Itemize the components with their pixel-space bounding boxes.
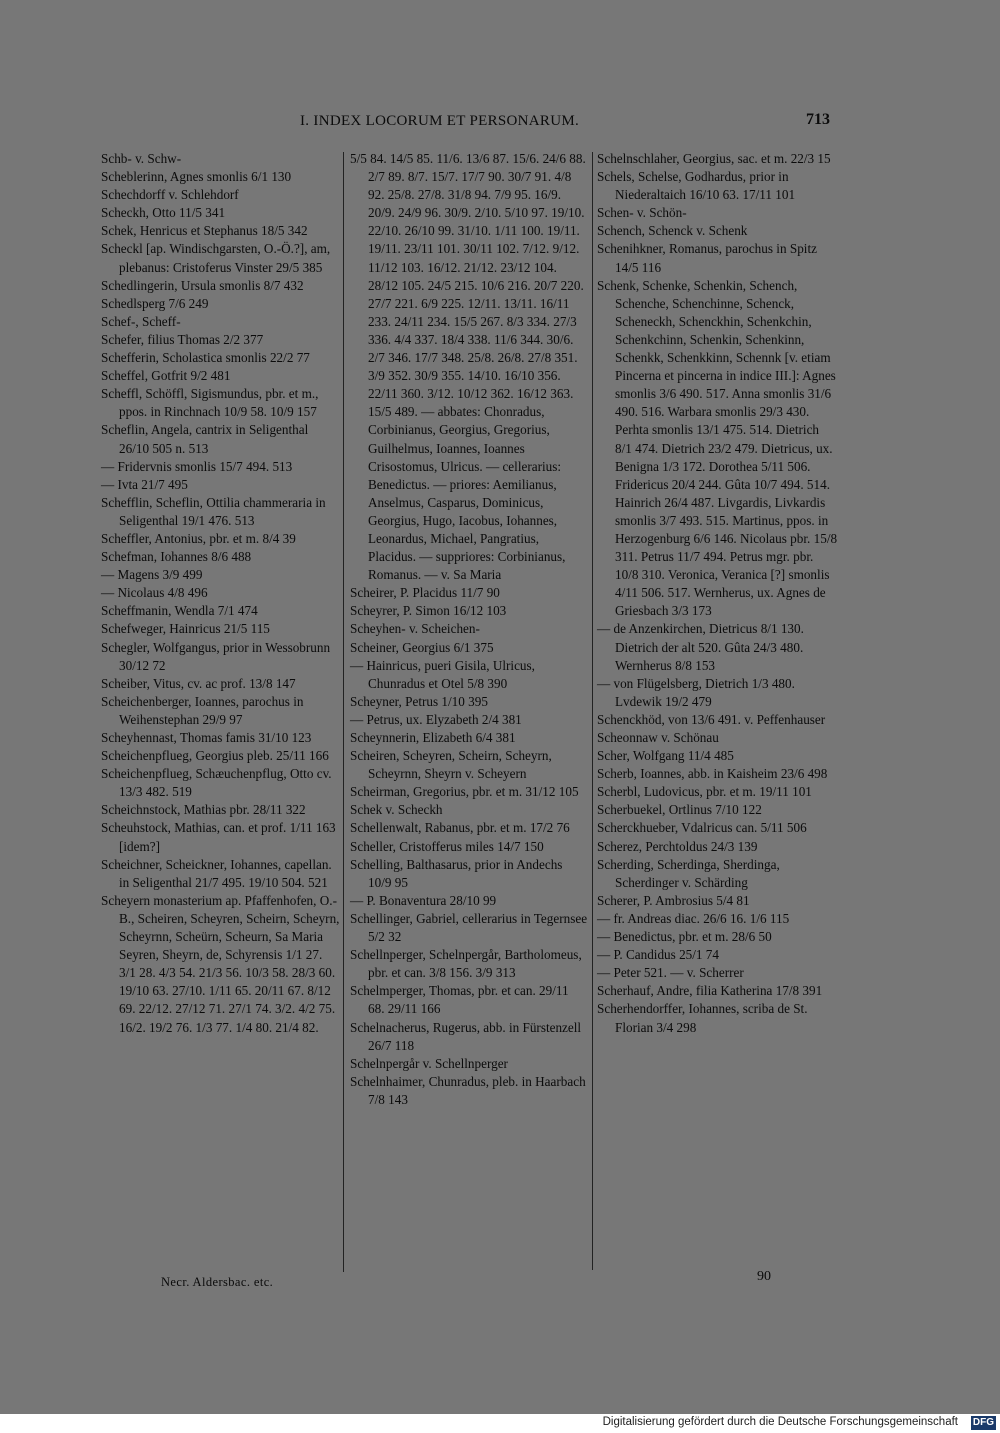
index-entry: — von Flügelsberg, Dietrich 1/3 480. Lvdewik 19/2 479 — [597, 675, 799, 709]
index-entry: Schelnacherus, Rugerus, abb. in Fürstenzell 26/7 118 — [350, 1019, 585, 1053]
index-entry: — fr. Andreas diac. 26/6 16. 1/6 115 — [597, 910, 790, 926]
index-entry: Schedlsperg 7/6 249 — [101, 295, 209, 311]
index-entry: Scheichenpflueg, Georgius pleb. 25/11 166 — [101, 748, 329, 764]
index-entry: Schechdorff v. Schlehdorf — [101, 187, 239, 203]
index-entry: Scheichner, Scheickner, Iohannes, capellan. in Seligenthal 21/7 495. 19/10 504. 521 — [101, 856, 336, 890]
index-entry: Scheiner, Georgius 6/1 375 — [350, 639, 494, 655]
index-entry: Scheflin, Angela, cantrix in Seligenthal 26/10 505 n. 513 — [101, 422, 312, 456]
index-entry: Schelnpergår v. Schellnperger — [350, 1055, 508, 1071]
index-entry: Scheonnaw v. Schönau — [597, 730, 719, 745]
index-entry: Schenckhöd, von 13/6 491. v. Peffenhauser — [597, 711, 826, 727]
index-entry: Scheffmanin, Wendla 7/1 474 — [101, 603, 258, 619]
index-entry: 5/5 84. 14/5 85. 11/6. 13/6 87. 15/6. 24/6 88. 2/7 89. 8/7. 15/7. 17/7 90. 30/7 91. 4/8 92. 25/8. 27/8. 31/8 94. 7/9 95. 16/9. 20/9. 24/9 96. 30/9. 2/10. 5/10 97. 19/10. 22/10. 26/10 99. 31/10. 1/11 100. 19/11. 19/11. 23/11 101. 30/11 102. 7/12. 9/12. 11/12 103. 16/12. 21/12. 23/12 104. 28/12 105. 24/5 215. 10/6 216. 20/7 220. 27/7 221. 6/9 225. 12/11. 13/11. 16/11 233. 24/11 234. 15/5 267. 8/3 334. 27/3 336. 4/4 337. 18/4 338. 11/6 344. 30/6. 2/7 346. 17/7 348. 25/8. 26/8. 27/8 351. 3/9 352. 30/9 355. 14/10. 16/10 356. 22/11 360. 3/12. 10/12 362. 16/12 363. 15/5 489. — abbates: Chonradus, Corbinianus, Georgius, Gregorius, Guilhelmus, Ioannes, Ioannes Crisostomus, Ulricus. — cellerarius: Benedictus. — priores: Aemilianus, Anselmus, Casparus, Dominicus, Georgius, Hugo, Iacobus, Iohannes, Leonardus, Michael, Pangratius, Placidus. — suppriores: Corbinianus, Romanus. — v. Sa Maria — [350, 151, 590, 583]
index-entry: Scheffel, Gotfrit 9/2 481 — [101, 368, 231, 384]
index-entry: — Benedictus, pbr. et m. 28/6 50 — [597, 929, 772, 945]
index-entry: Scherb, Ioannes, abb. in Kaisheim 23/6 498 — [597, 766, 828, 782]
dfg-funding-text: Digitalisierung gefördert durch die Deutsche Forschungsgemeinschaft — [602, 1416, 958, 1428]
index-entry: Scheller, Cristofferus miles 14/7 150 — [350, 838, 544, 854]
index-entry: Schegler, Wolfgangus, prior in Wessobrunn 30/12 72 — [101, 639, 334, 673]
index-entry: Schels, Schelse, Godhardus, prior in Niederaltaich 16/10 63. 17/11 101 — [597, 169, 796, 203]
index-entry: — Peter 521. — v. Scherrer — [597, 965, 744, 981]
index-entry: Schek, Henricus et Stephanus 18/5 342 — [101, 223, 308, 239]
index-entry: Schek v. Scheckh — [350, 802, 443, 818]
index-entry: Schelling, Balthasarus, prior in Andechs 10/9 95 — [350, 856, 566, 890]
page-number: 713 — [806, 111, 830, 128]
index-entry: Schenk, Schenke, Schenkin, Schench, Schenche, Schenchinne, Schenck, Scheneckh, Schenckhin, Schenkchin, Schenkchinn, Schenkin, Schenkinn, Schenkk, Schenkkinn, Schennk [v. etiam Pincerna et pincerna in indice III.]: Agnes smonlis 3/6 490. 517. Anna smonlis 31/6 490. 516. Warbara smonlis 29/3 430. Perhta smonlis 13/1 475. 514. Dietrich 8/1 474. Dietrich 23/2 479. Dietricus, ux. Benigna 1/3 172. Dorothea 5/11 506. Fridericus 20/4 244. Gûta 10/7 494. 514. Hainrich 26/4 487. Livgardis, Livkardis smonlis 3/7 493. 515. Martinus, ppos. in Herzogenburg 6/6 146. Nicolaus pbr. 15/8 311. Petrus 11/7 494. Petrus mgr. pbr. 10/8 310. Veronica, Veranica [?] smonlis 4/11 506. 517. Wernherus, ux. Agnes de Griesbach 3/3 173 — [597, 277, 841, 619]
index-entry: — P. Bonaventura 28/10 99 — [350, 892, 497, 908]
index-entry: Scherer, P. Ambrosius 5/4 81 — [597, 892, 750, 908]
signature-number: 90 — [757, 1269, 771, 1284]
index-entry: Scheirman, Gregorius, pbr. et m. 31/12 105 — [350, 784, 579, 800]
index-entry: Schelnschlaher, Georgius, sac. et m. 22/3 15 — [597, 151, 831, 166]
index-entry: Scherbuekel, Ortlinus 7/10 122 — [597, 802, 762, 818]
index-entry: Schenihkner, Romanus, parochus in Spitz 14/5 116 — [597, 241, 821, 275]
index-entry: Schen- v. Schön- — [597, 205, 687, 221]
index-entry: Scherding, Scherdinga, Sherdinga, Scherdinger v. Schärding — [597, 856, 784, 890]
index-column-1 — [101, 150, 341, 1037]
index-entry: Scherckhueber, Vdalricus can. 5/11 506 — [597, 820, 807, 836]
index-entry: Schefman, Iohannes 8/6 488 — [101, 549, 252, 565]
index-entry: — P. Candidus 25/1 74 — [597, 947, 719, 963]
index-entry: — Hainricus, pueri Gisila, Ulricus, Chunradus et Otel 5/8 390 — [350, 657, 539, 691]
signature-line: Necr. Aldersbac. etc. — [161, 1275, 274, 1289]
dfg-banner — [0, 1414, 1000, 1433]
index-entry: Schefweger, Hainricus 21/5 115 — [101, 621, 270, 637]
index-entry: Scheffl, Schöffl, Sigismundus, pbr. et m., ppos. in Rinchnach 10/9 58. 10/9 157 — [101, 386, 322, 420]
index-entry: Schellenwalt, Rabanus, pbr. et m. 17/2 76 — [350, 820, 570, 836]
index-entry: Schelmperger, Thomas, pbr. et can. 29/11 68. 29/11 166 — [350, 983, 572, 1017]
index-entry: Scheirer, P. Placidus 11/7 90 — [350, 585, 500, 601]
column-divider — [592, 152, 593, 1270]
index-entry: Scheichenberger, Ioannes, parochus in Weihenstephan 29/9 97 — [101, 693, 307, 727]
index-entry: — Nicolaus 4/8 496 — [101, 585, 208, 601]
index-entry: Schb- v. Schw- — [101, 151, 182, 166]
index-entry: Scheffler, Antonius, pbr. et m. 8/4 39 — [101, 530, 296, 546]
index-entry: Schef-, Scheff- — [101, 313, 181, 329]
index-entry: Scheckh, Otto 11/5 341 — [101, 205, 226, 221]
index-column-2 — [350, 150, 591, 1109]
column-divider — [343, 152, 344, 1272]
index-entry: Scher, Wolfgang 11/4 485 — [597, 748, 734, 764]
index-entry: Scheiber, Vitus, cv. ac prof. 13/8 147 — [101, 675, 296, 691]
index-entry: Scherez, Perchtoldus 24/3 139 — [597, 838, 758, 854]
index-entry: Schefflin, Scheflin, Ottilia chammeraria in Seligenthal 19/1 476. 513 — [101, 494, 329, 528]
index-entry: Scheichenpflueg, Schæuchenpflug, Otto cv. 13/3 482. 519 — [101, 766, 335, 800]
index-entry: Schelnhaimer, Chunradus, pleb. in Haarbach 7/8 143 — [350, 1073, 589, 1107]
index-column-3 — [597, 150, 839, 1037]
index-entry: Schefferin, Scholastica smonlis 22/2 77 — [101, 350, 310, 366]
index-entry: Scherhendorffer, Iohannes, scriba de St. Florian 3/4 298 — [597, 1001, 811, 1035]
index-entry: — de Anzenkirchen, Dietricus 8/1 130. Dietrich der alt 520. Gûta 24/3 480. Wernherus 8/8 153 — [597, 621, 808, 673]
index-entry: Scheyrer, P. Simon 16/12 103 — [350, 603, 507, 619]
running-header: I. INDEX LOCORUM ET PERSONARUM. — [300, 113, 580, 129]
index-entry: Scheblerinn, Agnes smonlis 6/1 130 — [101, 169, 292, 185]
index-entry: Scheyern monasterium ap. Pfaffenhofen, O.-B., Scheiren, Scheyren, Scheirn, Scheyrn, Scheyrnn, Scheürn, Scheurn, Sa Maria Seyren, Sheyrn, de, Schyrensis 1/1 27. 3/1 28. 4/3 54. 21/3 56. 10/3 58. 28/3 60. 19/10 63. 27/10. 1/11 65. 20/11 67. 8/12 69. 22/12. 27/12 71. 27/1 74. 3/2. 4/2 75. 16/2. 19/2 76. 1/3 77. 1/4 80. 21/4 82. — [101, 892, 343, 1035]
index-entry: Schench, Schenck v. Schenk — [597, 223, 748, 239]
index-entry: Scheynnerin, Elizabeth 6/4 381 — [350, 730, 516, 745]
index-entry: Schedlingerin, Ursula smonlis 8/7 432 — [101, 277, 304, 293]
index-entry: Scheichnstock, Mathias pbr. 28/11 322 — [101, 802, 306, 818]
index-entry: Schefer, filius Thomas 2/2 377 — [101, 331, 264, 347]
index-entry: — Fridervnis smonlis 15/7 494. 513 — [101, 458, 293, 474]
index-entry: Schellnperger, Schelnpergår, Bartholomeus, pbr. et can. 3/8 156. 3/9 313 — [350, 947, 586, 981]
dfg-logo: DFG — [972, 1417, 994, 1428]
index-entry: Scheyhen- v. Scheichen- — [350, 621, 480, 637]
index-entry: Scheuhstock, Mathias, can. et prof. 1/11 163 [idem?] — [101, 820, 339, 854]
index-entry: — Ivta 21/7 495 — [101, 476, 188, 492]
index-entry: — Petrus, ux. Elyzabeth 2/4 381 — [350, 711, 522, 727]
index-entry: — Magens 3/9 499 — [101, 567, 203, 583]
index-entry: Schellinger, Gabriel, cellerarius in Tegernsee 5/2 32 — [350, 910, 591, 945]
index-entry: Scheckl [ap. Windischgarsten, O.-Ö.?], am, plebanus: Cristoferus Vinster 29/5 385 — [101, 241, 334, 275]
index-entry: Scheyner, Petrus 1/10 395 — [350, 693, 488, 709]
index-entry: Scherbl, Ludovicus, pbr. et m. 19/11 101 — [597, 784, 812, 800]
index-entry: Scheiren, Scheyren, Scheirn, Scheyrn, Scheyrnn, Sheyrn v. Scheyern — [350, 748, 556, 782]
index-entry: Scheyhennast, Thomas famis 31/10 123 — [101, 730, 312, 745]
index-entry: Scherhauf, Andre, filia Katherina 17/8 391 — [597, 983, 823, 999]
